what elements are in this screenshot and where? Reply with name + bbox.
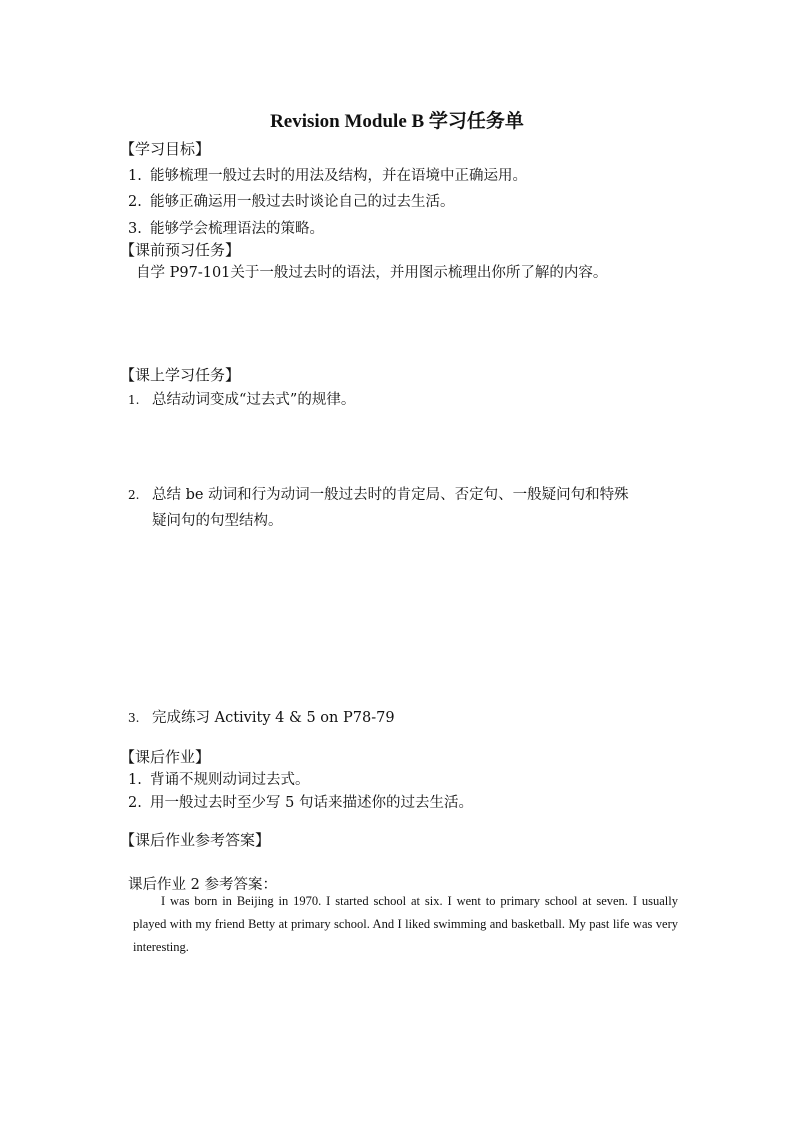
preview-heading: 【课前预习任务】 (120, 241, 241, 259)
objective-num: 1. (128, 168, 142, 184)
homework-item-1 (128, 768, 310, 789)
homework-num: 1. (128, 772, 142, 788)
inclass-item-3 (128, 706, 395, 727)
homework-item-2 (128, 791, 473, 812)
objective-text: 能够学会梳理语法的策略。 (150, 221, 324, 237)
inclass-item-2 (128, 483, 629, 504)
inclass-num: 1. (128, 393, 140, 407)
inclass-item-2-cont: 疑问句的句型结构。 (152, 513, 283, 529)
inclass-text: 总结动词变成“过去式”的规律。 (152, 392, 356, 408)
answers-heading: 【课后作业参考答案】 (120, 831, 271, 849)
answers-text: I was born in Beijing in 1970. I started school at six. I went to primary school at seven. I usually played with my friend Betty at primary school. And I liked swimming and basketball. My past life was very interesting. (133, 894, 678, 954)
homework-text: 背诵不规则动词过去式。 (150, 772, 310, 788)
objective-item-3 (128, 217, 324, 238)
objective-num: 2. (128, 194, 142, 210)
answers-paragraph (133, 890, 678, 959)
objective-text: 能够正确运用一般过去时谈论自己的过去生活。 (150, 194, 455, 210)
preview-text: 自学 P97-101关于一般过去时的语法，并用图示梳理出你所了解的内容。 (136, 265, 608, 281)
objectives-heading: 【学习目标】 (120, 140, 211, 158)
inclass-num: 3. (128, 711, 140, 725)
answers-label: 课后作业 2 参考答案： (128, 877, 277, 893)
homework-heading: 【课后作业】 (120, 748, 211, 766)
inclass-text: 完成练习 Activity 4 & 5 on P78-79 (152, 710, 395, 726)
homework-num: 2. (128, 795, 142, 811)
inclass-num: 2. (128, 488, 140, 502)
objective-item-1 (128, 164, 527, 185)
inclass-text: 总结 be 动词和行为动词一般过去时的肯定局、否定句、一般疑问句和特殊 (152, 487, 629, 503)
homework-text: 用一般过去时至少写 5 句话来描述你的过去生活。 (150, 795, 473, 811)
inclass-heading: 【课上学习任务】 (120, 366, 241, 384)
objective-item-2 (128, 190, 455, 211)
objective-text: 能够梳理一般过去时的用法及结构，并在语境中正确运用。 (150, 168, 527, 184)
page-title: Revision Module B 学习任务单 (270, 111, 524, 132)
inclass-item-1 (128, 388, 355, 409)
objective-num: 3. (128, 221, 142, 237)
